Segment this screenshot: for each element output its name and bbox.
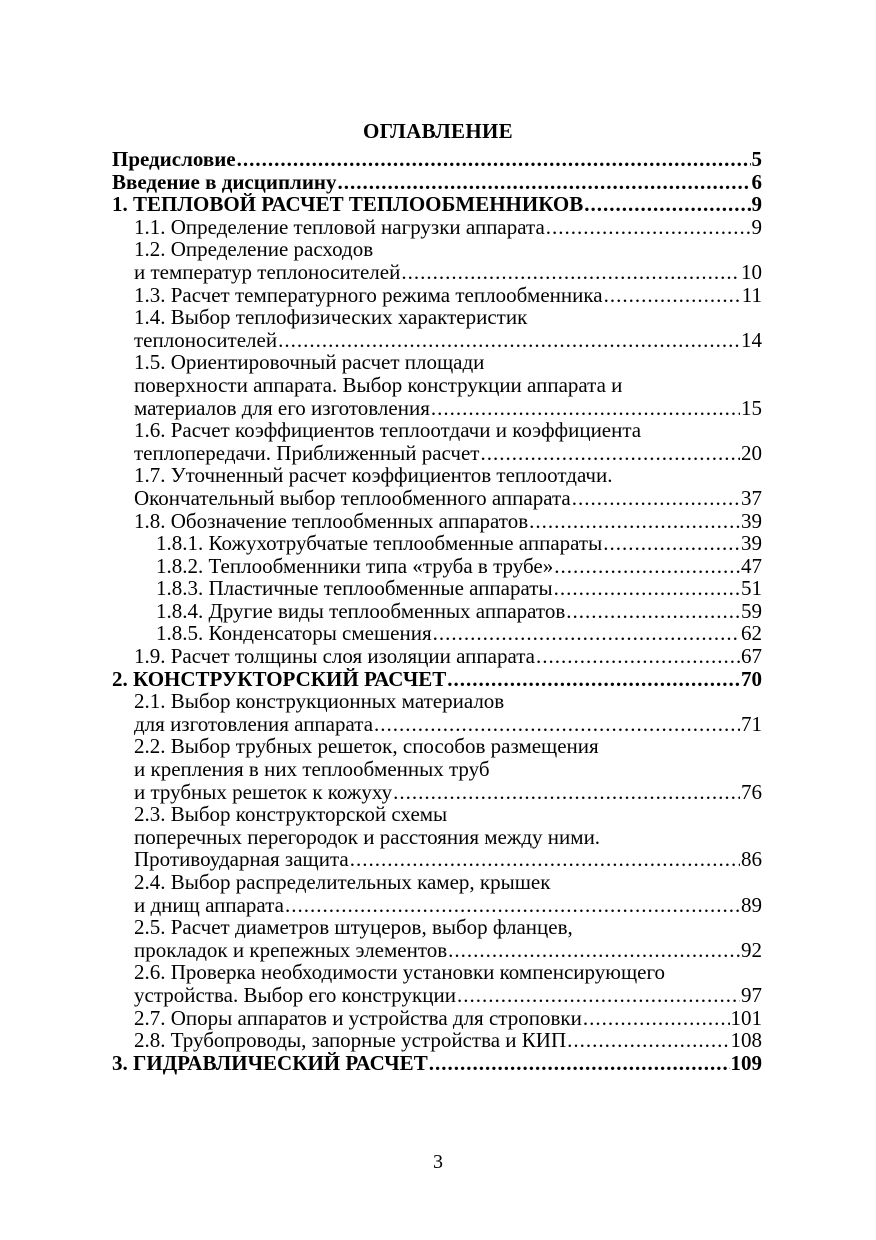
toc-leader: [572, 487, 740, 510]
toc-page-number: 15: [741, 395, 762, 420]
toc-entry-text: и днищ аппарата: [134, 892, 284, 917]
toc-page-number: 39: [741, 508, 762, 533]
toc-entry-text: устройства. Выбор его конструкции: [134, 982, 456, 1007]
toc-entry-1-6[interactable]: [112, 419, 762, 464]
toc-entry-line: 1.7. Уточненный расчет коэффициентов теплоотдачи.: [134, 463, 613, 488]
toc-entry-1-4[interactable]: [112, 306, 762, 351]
toc-entry-2-7[interactable]: [112, 1007, 762, 1030]
toc-page-number: 109: [730, 1050, 762, 1075]
toc-page-number: 62: [741, 621, 762, 646]
toc-entry-1-8[interactable]: [112, 510, 762, 533]
toc-page-number: 6: [751, 169, 762, 194]
toc-entry-1-8-3[interactable]: [112, 577, 762, 600]
toc-entry-line: 2.4. Выбор распределительных камер, крышек: [134, 870, 551, 894]
toc-entry-1-3[interactable]: [112, 284, 762, 307]
toc-leader: [583, 1007, 730, 1030]
toc-leader: [554, 577, 740, 600]
toc-entry-line: 2.1. Выбор конструкционных материалов: [134, 689, 505, 714]
toc-title: ОГЛАВЛЕНИЕ: [363, 119, 513, 143]
toc-entry-line: 2.3. Выбор конструкторской схемы: [134, 802, 448, 827]
toc-entry-1-2[interactable]: [112, 238, 762, 283]
toc-entry-2-1[interactable]: [112, 690, 762, 735]
toc-leader: [567, 1029, 729, 1052]
toc-entry-line: 1.2. Определение расходов: [134, 237, 374, 262]
toc-entry-text: 1.8.1. Кожухотрубчатые теплообменные аппараты: [156, 531, 603, 556]
toc-entry-text: Введение в дисциплину: [112, 169, 337, 194]
toc-page-number: 108: [730, 1028, 762, 1053]
toc-page-number: 20: [741, 440, 762, 465]
toc-page-number: 86: [741, 847, 762, 872]
toc-entry-text: 1.8. Обозначение теплообменных аппаратов: [134, 508, 529, 533]
toc-entry-chapter-1[interactable]: [112, 193, 762, 216]
toc-entry-line: 2.5. Расчет диаметров штуцеров, выбор фланцев,: [134, 915, 573, 940]
toc-entry-2-3[interactable]: [112, 803, 762, 871]
toc-entry-1-5[interactable]: [112, 351, 762, 419]
toc-leader: [448, 939, 740, 962]
toc-entry-text: 1.8.4. Другие виды теплообменных аппаратов: [156, 598, 566, 623]
toc-leader: [278, 329, 740, 352]
toc-entry-text: 1.8.2. Теплообменники типа «труба в трубе»: [156, 553, 554, 578]
toc-entry-text: и температур теплоносителей: [134, 259, 401, 284]
toc-page-number: 37: [741, 485, 762, 510]
toc-page-number: 51: [741, 576, 762, 601]
toc-page-number: 71: [741, 711, 762, 736]
toc-leader: [480, 442, 740, 465]
toc-leader: [546, 216, 751, 239]
toc-page-number: 11: [741, 282, 762, 307]
toc-entry-line: 2.6. Проверка необходимости установки компенсирующего: [134, 960, 666, 985]
toc-leader: [584, 193, 750, 216]
toc-leader: [338, 171, 751, 194]
toc-entry-2-5[interactable]: [112, 916, 762, 961]
toc-entry-chapter-3[interactable]: [112, 1052, 762, 1075]
toc-leader: [604, 284, 741, 307]
toc-leader: [350, 848, 740, 871]
toc-entry-text: теплопередачи. Приближенный расчет: [134, 440, 480, 465]
toc-page-number: 92: [741, 937, 762, 962]
toc-leader: [285, 894, 740, 917]
toc-entry-line: и крепления в них теплообменных труб: [134, 757, 490, 782]
toc-page-number: 9: [751, 214, 762, 239]
toc-entry-text: прокладок и крепежных элементов: [134, 937, 448, 962]
toc-entry-text: для изготовления аппарата: [134, 711, 374, 736]
toc-entry-1-1[interactable]: [112, 216, 762, 239]
toc-entry-text: 1.9. Расчет толщины слоя изоляции аппарата: [134, 644, 535, 669]
toc-page-number: 59: [741, 598, 762, 623]
toc-page-number: 9: [751, 192, 762, 217]
toc-entry-1-8-5[interactable]: [112, 622, 762, 645]
toc-entry-preface[interactable]: [112, 148, 762, 171]
toc-entry-text: 2.7. Опоры аппаратов и устройства для строповки: [134, 1005, 582, 1030]
toc-entry-2-6[interactable]: [112, 961, 762, 1006]
toc-page-number: 76: [741, 779, 762, 804]
toc-page-number: 70: [741, 666, 762, 691]
toc-entry-text: 1. ТЕПЛОВОЙ РАСЧЕТ ТЕПЛООБМЕННИКОВ: [112, 192, 584, 217]
toc-entry-1-7[interactable]: [112, 464, 762, 509]
toc-page-number: 39: [741, 531, 762, 556]
toc-leader: [447, 668, 740, 691]
toc-entry-text: материалов для его изготовления: [134, 395, 430, 420]
toc-page-number: 97: [741, 982, 762, 1007]
toc-entry-text: Предисловие: [112, 147, 236, 171]
page-number: 3: [433, 1151, 443, 1173]
toc-entry-text: 2. КОНСТРУКТОРСКИЙ РАСЧЕТ: [112, 666, 447, 691]
toc-entry-line: 1.5. Ориентировочный расчет площади: [134, 350, 485, 375]
table-of-contents: [112, 148, 762, 1074]
toc-page-number: 47: [741, 553, 762, 578]
toc-entry-introduction[interactable]: [112, 171, 762, 194]
toc-entry-text: Окончательный выбор теплообменного аппарата: [134, 485, 571, 510]
toc-leader: [401, 261, 740, 284]
toc-entry-text: теплоносителей: [134, 327, 278, 352]
toc-entry-text: 1.1. Определение тепловой нагрузки аппарата: [134, 214, 545, 239]
toc-page-number: 67: [741, 644, 762, 669]
toc-page-number: 5: [751, 147, 762, 171]
toc-entry-text: 1.8.3. Пластичные теплообменные аппараты: [156, 576, 553, 601]
toc-entry-text: 3. ГИДРАВЛИЧЕСКИЙ РАСЧЕТ: [112, 1050, 428, 1075]
toc-entry-1-9[interactable]: [112, 645, 762, 668]
toc-entry-text: 1.3. Расчет температурного режима теплообменника: [134, 282, 603, 307]
toc-leader: [237, 148, 751, 171]
toc-page-number: 89: [741, 892, 762, 917]
toc-page-number: 10: [741, 259, 762, 284]
toc-leader: [536, 645, 740, 668]
toc-leader: [566, 600, 740, 623]
toc-leader: [554, 555, 740, 578]
toc-entry-line: поперечных перегородок и расстояния между ними.: [134, 824, 601, 849]
toc-entry-line: поверхности аппарата. Выбор конструкции аппарата и: [134, 372, 623, 397]
toc-entry-1-8-1[interactable]: [112, 532, 762, 555]
toc-entry-2-8[interactable]: [112, 1029, 762, 1052]
toc-entry-1-8-4[interactable]: [112, 600, 762, 623]
toc-page-number: 101: [730, 1005, 762, 1030]
toc-leader: [529, 510, 740, 533]
toc-leader: [431, 397, 740, 420]
toc-leader: [433, 622, 740, 645]
toc-leader: [374, 713, 740, 736]
toc-leader: [429, 1052, 730, 1075]
toc-page-number: 14: [741, 327, 762, 352]
toc-leader: [603, 532, 740, 555]
toc-entry-text: 2.8. Трубопроводы, запорные устройства и КИП: [134, 1028, 567, 1053]
toc-entry-text: и трубных решеток к кожуху: [134, 779, 393, 804]
toc-entry-chapter-2[interactable]: [112, 668, 762, 691]
toc-leader: [457, 984, 740, 1007]
toc-entry-line: 1.6. Расчет коэффициентов теплоотдачи и коэффициента: [134, 418, 642, 443]
toc-leader: [393, 781, 740, 804]
toc-entry-text: 1.8.5. Конденсаторы смешения: [156, 621, 432, 646]
toc-entry-2-2[interactable]: [112, 735, 762, 803]
toc-entry-line: 1.4. Выбор теплофизических характеристик: [134, 305, 528, 330]
toc-entry-line: 2.2. Выбор трубных решеток, способов размещения: [134, 734, 599, 759]
toc-entry-text: Противоударная защита: [134, 847, 349, 872]
toc-entry-2-4[interactable]: [112, 871, 762, 916]
toc-entry-1-8-2[interactable]: [112, 555, 762, 578]
